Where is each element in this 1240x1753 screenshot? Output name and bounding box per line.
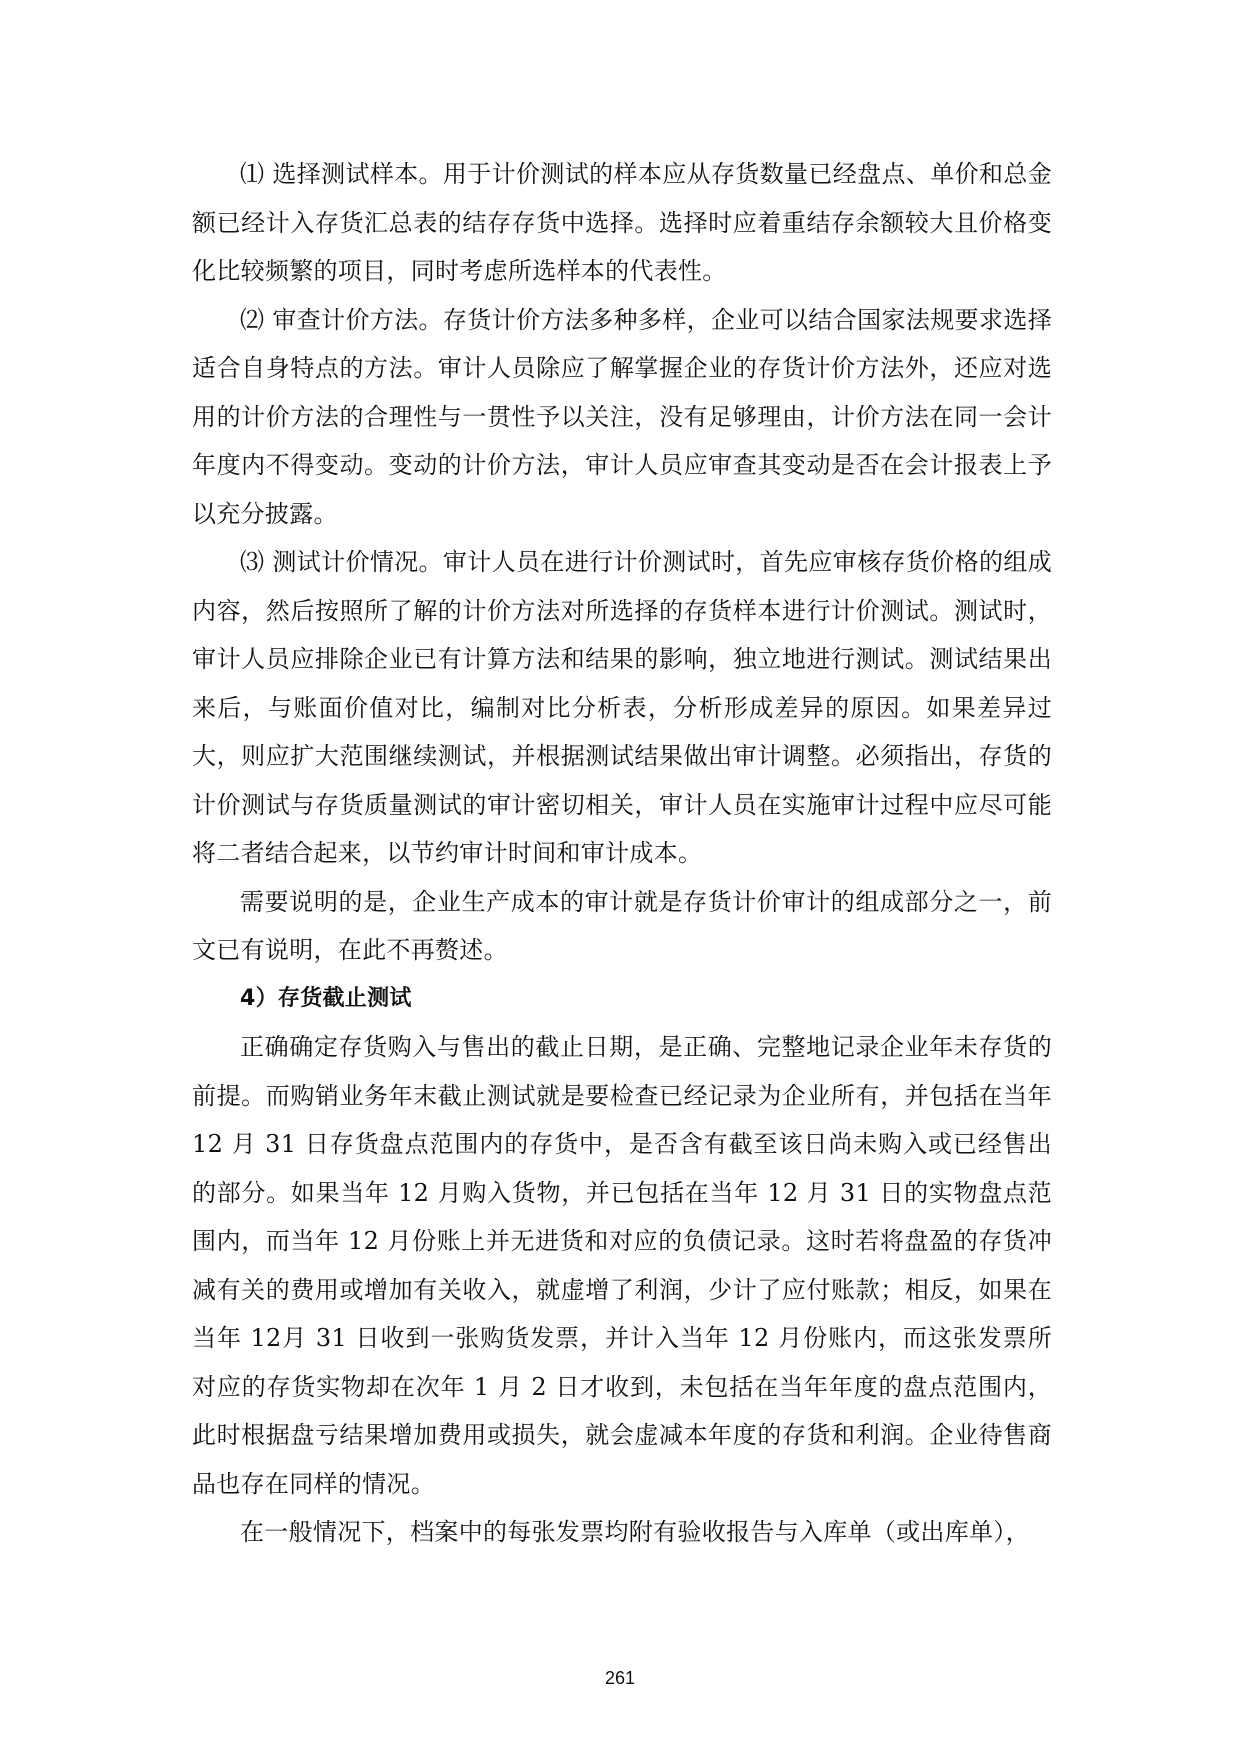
paragraph-select-sample: ⑴ 选择测试样本。用于计价测试的样本应从存货数量已经盘点、单价和总金额已经计入存货汇总表的结存存货中选择。选择时应着重结存余额较大且价格变化比较频繁的项目，同时考虑所选样本的代表性。	[192, 160, 1052, 285]
document-body	[192, 150, 1052, 1557]
page-number: 261	[604, 1668, 636, 1688]
paragraph-general-case: 在一般情况下，档案中的每张发票均附有验收报告与入库单（或出库单），	[240, 1518, 1030, 1546]
paragraph-test-pricing: ⑶ 测试计价情况。审计人员在进行计价测试时，首先应审核存货价格的组成内容，然后按照所了解的计价方法对所选择的存货样本进行计价测试。测试时，审计人员应排除企业已有计算方法和结果的影响，独立地进行测试。测试结果出来后，与账面价值对比，编制对比分析表，分析形成差异的原因。如果差异过大，则应扩大范围继续测试，并根据测试结果做出审计调整。必须指出，存货的计价测试与存货质量测试的审计密切相关，审计人员在实施审计过程中应尽可能将二者结合起来，以节约审计时间和审计成本。	[192, 548, 1052, 867]
section-heading: 4）存货截止测试	[240, 985, 412, 1011]
paragraph-note: 需要说明的是，企业生产成本的审计就是存货计价审计的组成部分之一，前文已有说明，在此不再赘述。	[192, 887, 1052, 964]
paragraph-cutoff-test: 正确确定存货购入与售出的截止日期，是正确、完整地记录企业年未存货的前提。而购销业务年末截止测试就是要检查已经记录为企业所有，并包括在当年12 月 31 日存货盘点范围内的存货中，是否含有截至该日尚未购入或已经售出的部分。如果当年 12 月购入货物，并已包括在当年 12 月 31 日的实物盘点范围内，而当年 12 月份账上并无进货和对应的负债记录。这时若将盘盈的存货冲减有关的费用或增加有关收入，就虚增了利润，少计了应付账款；相反，如果在当年 12月 31 日收到一张购货发票，并计入当年 12 月份账内，而这张发票所对应的存货实物却在次年 1 月 2 日才收到，未包括在当年年度的盘点范围内，此时根据盘亏结果增加费用或损失，就会虚减本年度的存货和利润。企业待售商品也存在同样的情况。	[192, 1033, 1052, 1498]
paragraph-review-method: ⑵ 审查计价方法。存货计价方法多种多样，企业可以结合国家法规要求选择适合自身特点的方法。审计人员除应了解掌握企业的存货计价方法外，还应对选用的计价方法的合理性与一贯性予以关注，没有足够理由，计价方法在同一会计年度内不得变动。变动的计价方法，审计人员应审查其变动是否在会计报表上予以充分披露。	[192, 305, 1052, 528]
